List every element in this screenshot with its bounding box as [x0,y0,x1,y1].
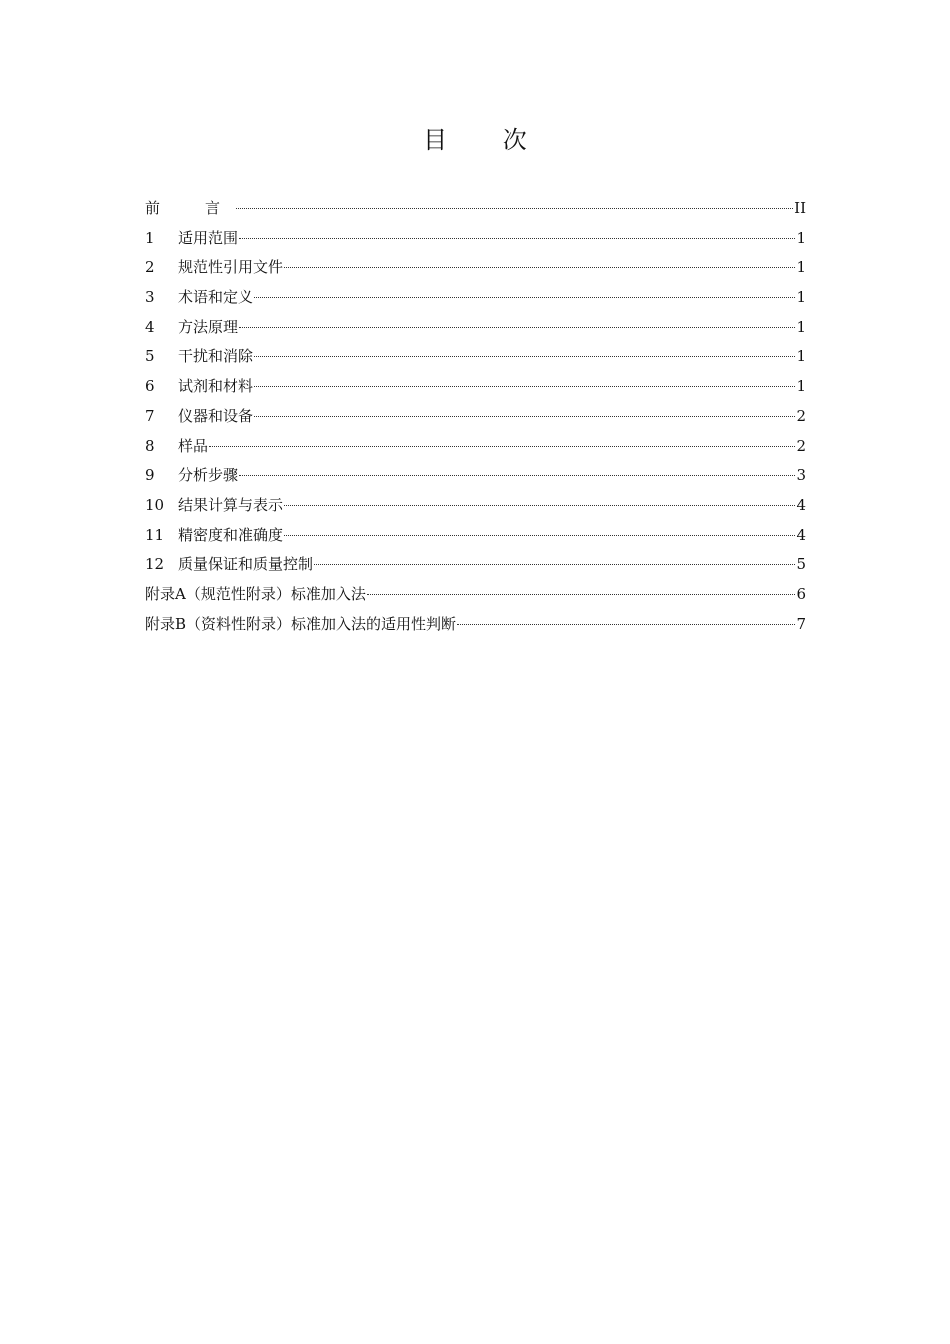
toc-entry-page: 4 [796,525,806,544]
toc-entry-label: 规范性引用文件 [178,258,284,277]
leader-dots [236,208,793,209]
toc-entry-page: 2 [796,406,806,425]
toc-entry-page: 1 [796,228,806,247]
toc-entry-analysis-steps[interactable] [145,461,806,491]
leader-dots [314,564,795,565]
toc-entry-apparatus[interactable] [145,402,806,432]
toc-entry-label: 分析步骤 [178,466,239,485]
toc-entry-number: 3 [145,288,155,307]
toc-entry-preface[interactable] [145,194,806,224]
toc-entry-number: 8 [145,436,155,455]
table-of-contents [145,194,806,639]
toc-entry-number: 6 [145,377,155,396]
toc-entry-number: 5 [145,347,155,366]
leader-dots [254,297,795,298]
toc-entry-number: 9 [145,466,155,485]
toc-title: 目 次 [423,126,551,154]
toc-entry-page: 6 [796,584,806,603]
leader-dots [239,327,795,328]
toc-entry-page: 3 [796,466,806,485]
toc-entry-number: 4 [145,317,155,336]
leader-dots [284,267,795,268]
leader-dots [284,535,795,536]
toc-entry-label: 方法原理 [178,317,239,336]
toc-entry-page: 1 [796,317,806,336]
toc-entry-reagents[interactable] [145,372,806,402]
toc-entry-label: 质量保证和质量控制 [178,555,314,574]
toc-entry-page: 5 [796,555,806,574]
toc-entry-number: 10 [145,495,165,514]
toc-entry-page: 7 [796,614,806,633]
toc-entry-page: 2 [796,436,806,455]
toc-entry-label: 附录A（规范性附录）标准加入法 [145,584,366,603]
toc-entry-label: 精密度和准确度 [178,525,284,544]
leader-dots [254,386,795,387]
toc-entry-label: 试剂和材料 [178,377,254,396]
leader-dots [254,356,795,357]
toc-entry-label: 术语和定义 [178,288,254,307]
toc-entry-samples[interactable] [145,432,806,462]
toc-entry-appendix-b[interactable] [145,610,806,640]
toc-entry-label: 仪器和设备 [178,406,254,425]
leader-dots [209,446,795,447]
toc-entry-appendix-a[interactable] [145,580,806,610]
toc-entry-number: 1 [145,228,155,247]
toc-entry-page: II [794,199,806,217]
toc-entry-label: 前 言 [145,199,236,217]
toc-entry-page: 1 [796,288,806,307]
toc-entry-interference[interactable] [145,342,806,372]
toc-entry-number: 11 [145,525,165,544]
toc-entry-page: 1 [796,377,806,396]
toc-entry-label: 样品 [178,436,209,455]
toc-entry-number: 12 [145,555,165,574]
toc-entry-page: 1 [796,347,806,366]
toc-entry-results[interactable] [145,491,806,521]
leader-dots [254,416,795,417]
toc-entry-page: 1 [796,258,806,277]
toc-entry-label: 适用范围 [178,228,239,247]
toc-entry-quality-control[interactable] [145,550,806,580]
toc-entry-label: 附录B（资料性附录）标准加入法的适用性判断 [145,614,457,633]
toc-entry-number: 7 [145,406,155,425]
leader-dots [284,505,795,506]
leader-dots [239,475,795,476]
toc-entry-terms-definitions[interactable] [145,283,806,313]
toc-entry-scope[interactable] [145,224,806,254]
toc-entry-precision[interactable] [145,521,806,551]
leader-dots [367,594,796,595]
toc-entry-method-principle[interactable] [145,313,806,343]
toc-entry-number: 2 [145,258,155,277]
toc-entry-page: 4 [796,495,806,514]
leader-dots [239,238,795,239]
toc-entry-normative-references[interactable] [145,253,806,283]
toc-entry-label: 结果计算与表示 [178,495,284,514]
toc-entry-label: 干扰和消除 [178,347,254,366]
leader-dots [457,624,795,625]
